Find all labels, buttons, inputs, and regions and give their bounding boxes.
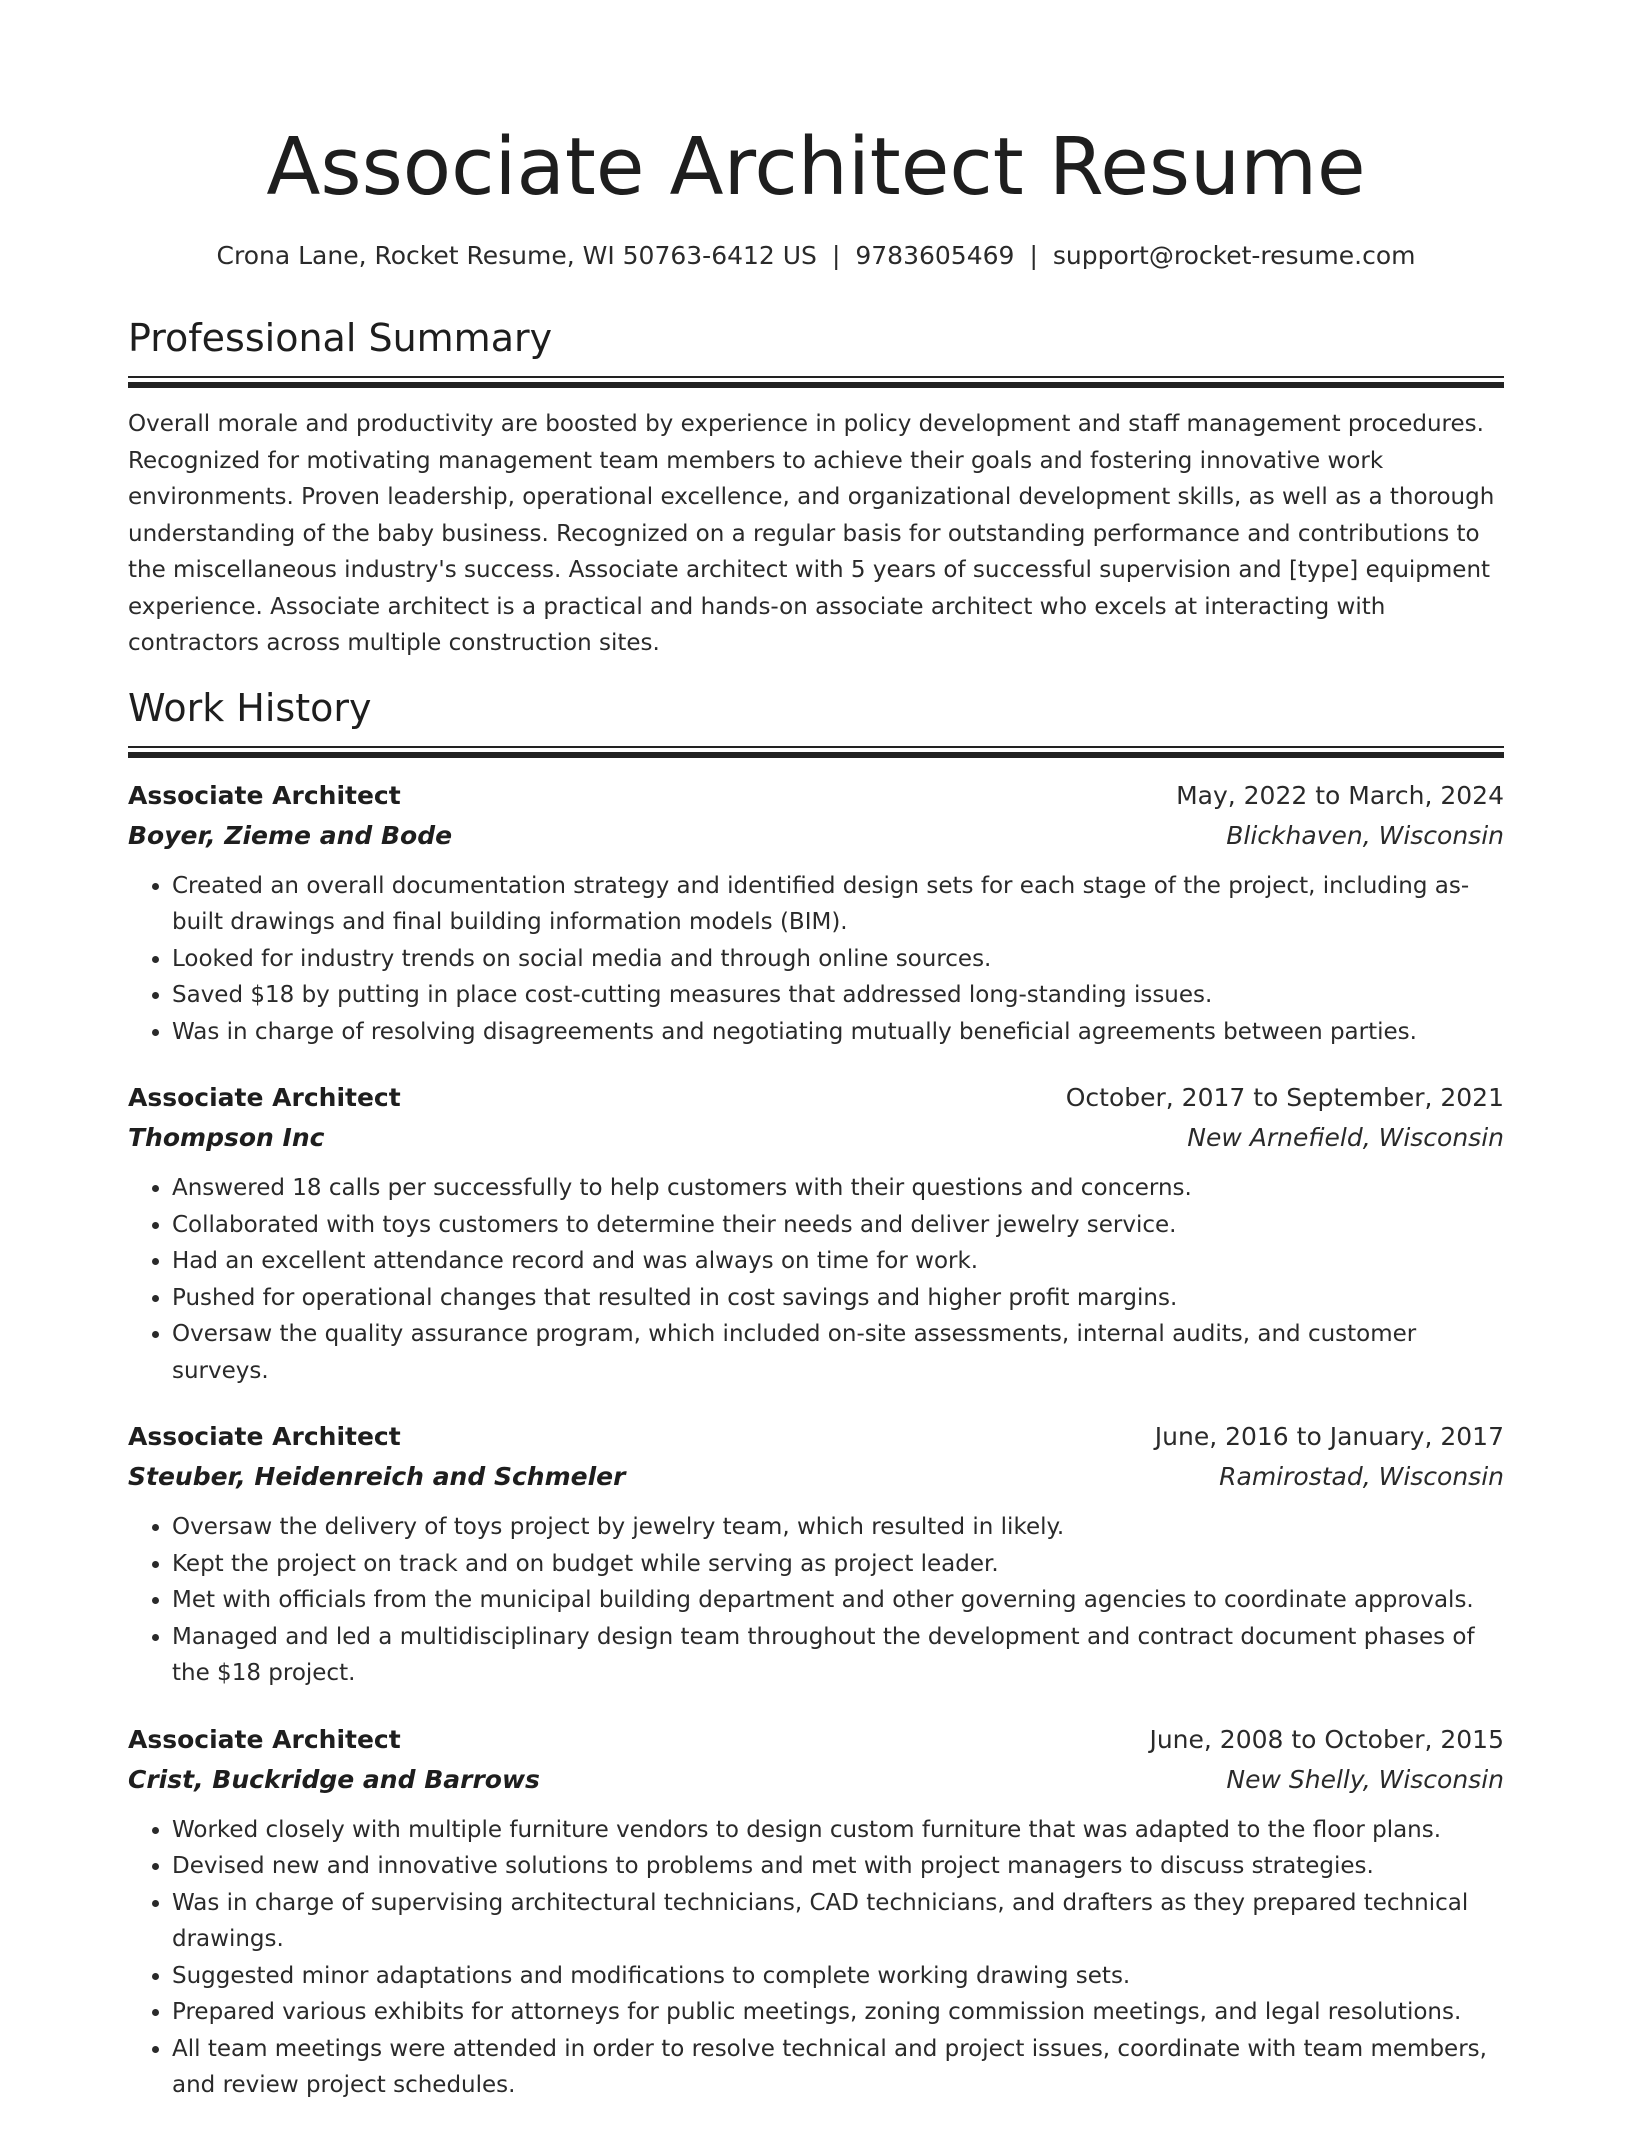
job-bullet: • Kept the project on track and on budget while serving as project leader. (172, 1546, 1504, 1583)
job-bullet: • Worked closely with multiple furniture vendors to design custom furniture that was adapted to the floor plans. (172, 1812, 1504, 1849)
job-bullet: • Had an excellent attendance record and was always on time for work. (172, 1243, 1504, 1280)
resume-title: Associate Architect Resume (266, 121, 1366, 213)
resume-body (128, 312, 1504, 2132)
job-title: Associate Architect (128, 1422, 401, 1451)
job-company-row (128, 1760, 1504, 1800)
job-title: Associate Architect (128, 1083, 401, 1112)
contact-separator: | (831, 241, 841, 270)
job-company: Crist, Buckridge and Barrows (128, 1764, 540, 1794)
job-bullet: • Was in charge of supervising architectural technicians, CAD technicians, and drafters as they prepared technical drawings. (172, 1885, 1504, 1958)
job-title: Associate Architect (128, 1724, 401, 1754)
job-bullet: • Met with officials from the municipal building department and other governing agencies to coordinate approvals. (172, 1582, 1504, 1619)
contact-address: Crona Lane, Rocket Resume, WI 50763-6412 US (216, 241, 817, 270)
job-bullet: • Pushed for operational changes that resulted in cost savings and higher profit margins. (172, 1280, 1504, 1317)
section-heading: Professional Summary (128, 316, 553, 360)
job-company-row (128, 1118, 1504, 1158)
contact-separator: | (1029, 241, 1038, 270)
job-bullet: • Looked for industry trends on social media and through online sources. (172, 941, 1504, 978)
job-location: Blickhaven, Wisconsin (1226, 820, 1504, 850)
section-divider (128, 376, 1504, 388)
job-location: New Arnefield, Wisconsin (1187, 1123, 1504, 1152)
section-divider (128, 746, 1504, 758)
job-bullet: • Suggested minor adaptations and modifications to complete working drawing sets. (172, 1958, 1504, 1995)
contact-email: support@rocket-resume.com (1052, 241, 1416, 270)
job-header-row (128, 1078, 1504, 1118)
job-title: Associate Architect (128, 780, 401, 810)
job-header-row (128, 1417, 1504, 1457)
job-dates: June, 2016 to January, 2017 (1154, 1422, 1504, 1451)
job-company: Thompson Inc (128, 1123, 325, 1152)
job-bullet: • Devised new and innovative solutions to problems and met with project managers to discuss strategies. (172, 1848, 1504, 1885)
job-dates: June, 2008 to October, 2015 (1149, 1724, 1504, 1754)
job-list (128, 776, 1504, 2104)
job-dates: May, 2022 to March, 2024 (1176, 780, 1504, 810)
job-location: New Shelly, Wisconsin (1226, 1764, 1504, 1794)
job-entry (128, 1720, 1504, 2104)
resume-header (0, 0, 1632, 273)
job-bullet: • Answered 18 calls per successfully to help customers with their questions and concerns. (172, 1170, 1504, 1207)
summary-text: Overall morale and productivity are boosted by experience in policy development and staff management procedures. Recognized for motivating management team members to achieve their goals and fostering innovative work environments. Proven leadership, operational excellence, and organizational development skills, as well as a thorough understanding of the baby business. Recognized on a regular basis for outstanding performance and contributions to the miscellaneous industry's success. Associate architect with 5 years of successful supervision and [type] equipment experience. Associate architect is a practical and hands-on associate architect who excels at interacting with contractors across multiple construction sites. (128, 411, 1495, 656)
job-dates: October, 2017 to September, 2021 (1065, 1083, 1504, 1112)
job-bullet: • Prepared various exhibits for attorneys for public meetings, zoning commission meetings, and legal resolutions. (172, 1994, 1504, 2031)
job-header-row (128, 776, 1504, 816)
job-entry (128, 1417, 1504, 1692)
section-heading: Work History (128, 685, 372, 730)
job-bullet: • Oversaw the quality assurance program, which included on-site assessments, internal audits, and customer surveys. (172, 1316, 1504, 1389)
job-company: Steuber, Heidenreich and Schmeler (128, 1462, 626, 1491)
job-bullets (128, 1812, 1504, 2104)
job-bullet: • Created an overall documentation strategy and identified design sets for each stage of the project, including as-built drawings and final building information models (BIM). (172, 868, 1504, 941)
contact-phone: 9783605469 (855, 241, 1015, 270)
work-history-section (128, 682, 1504, 2104)
job-bullet: • All team meetings were attended in order to resolve technical and project issues, coordinate with team members, and review project schedules. (172, 2031, 1504, 2104)
job-bullet: • Saved $18 by putting in place cost-cutting measures that addressed long-standing issues. (172, 977, 1504, 1014)
job-location: Ramirostad, Wisconsin (1219, 1462, 1504, 1491)
job-entry (128, 1078, 1504, 1389)
job-bullets (128, 1170, 1504, 1389)
job-bullet: • Oversaw the delivery of toys project by jewelry team, which resulted in likely. (172, 1509, 1504, 1546)
job-header-row (128, 1720, 1504, 1760)
job-bullet: • Was in charge of resolving disagreements and negotiating mutually beneficial agreements between parties. (172, 1014, 1504, 1051)
summary-section (128, 312, 1504, 662)
job-bullets (128, 1509, 1504, 1692)
job-bullet: • Managed and led a multidisciplinary design team throughout the development and contract document phases of the $18 project. (172, 1619, 1504, 1692)
job-bullets (128, 868, 1504, 1051)
job-entry (128, 776, 1504, 1051)
job-bullet: • Collaborated with toys customers to determine their needs and deliver jewelry service. (172, 1207, 1504, 1244)
job-company-row (128, 816, 1504, 856)
job-company-row (128, 1457, 1504, 1497)
contact-line (0, 239, 1632, 273)
job-company: Boyer, Zieme and Bode (128, 820, 453, 850)
